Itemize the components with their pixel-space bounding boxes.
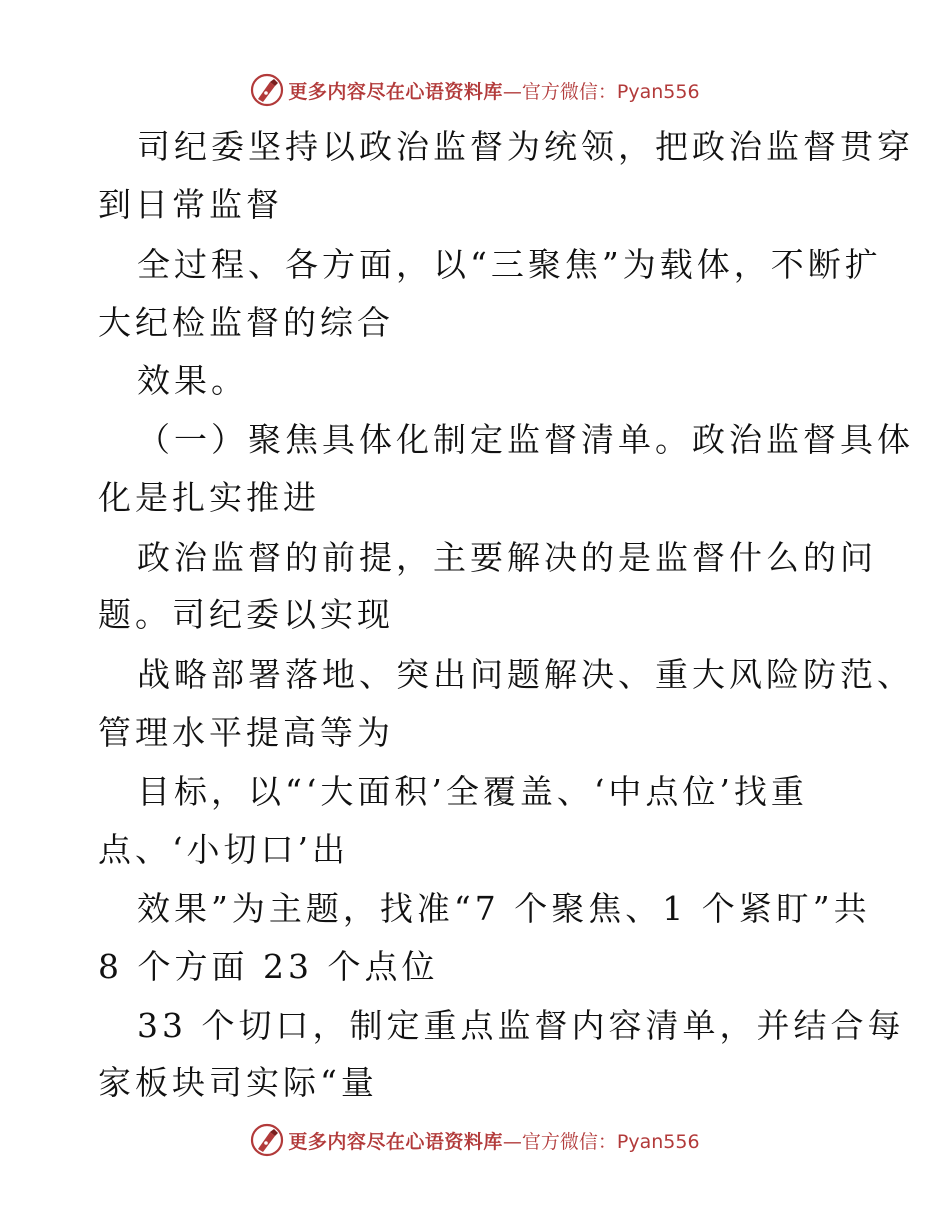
body-line: 点、‘小切口’出 — [98, 830, 349, 869]
body-line: 8 个方面 23 个点位 — [98, 947, 439, 986]
body-line: 政治监督的前提，主要解决的是监督什么的问 — [137, 538, 877, 577]
pen-nib-logo-icon — [250, 1123, 284, 1157]
body-line: 目标，以“‘大面积’全覆盖、‘中点位’找重 — [137, 772, 808, 811]
banner-wechat-text: —官方微信：Pyan556 — [502, 80, 700, 103]
body-line: 战略部署落地、突出问题解决、重大风险防范、 — [137, 655, 914, 694]
footer-banner — [0, 1120, 950, 1160]
body-line: 到日常监督 — [98, 185, 283, 224]
banner-wechat-text: —官方微信：Pyan556 — [502, 1130, 700, 1153]
body-line: 司纪委坚持以政治监督为统领，把政治监督贯穿 — [137, 127, 914, 166]
body-line: 33 个切口，制定重点监督内容清单，并结合每 — [137, 1006, 905, 1045]
body-line: 全过程、各方面，以“三聚焦”为载体，不断扩 — [137, 245, 882, 284]
banner-main-text: 更多内容尽在心语资料库 — [288, 80, 503, 103]
body-line: 家板块司实际“量 — [98, 1063, 378, 1102]
body-line: 题。司纪委以实现 — [98, 595, 394, 634]
body-line: 效果。 — [137, 361, 248, 400]
body-line: 效果”为主题，找准“7 个聚焦、1 个紧盯”共 — [137, 889, 871, 928]
body-line: 大纪检监督的综合 — [98, 303, 394, 342]
banner-main-text: 更多内容尽在心语资料库 — [288, 1130, 503, 1153]
body-line: （一）聚焦具体化制定监督清单。政治监督具体 — [137, 420, 914, 459]
body-line: 管理水平提高等为 — [98, 713, 394, 752]
body-line: 化是扎实推进 — [98, 478, 320, 517]
